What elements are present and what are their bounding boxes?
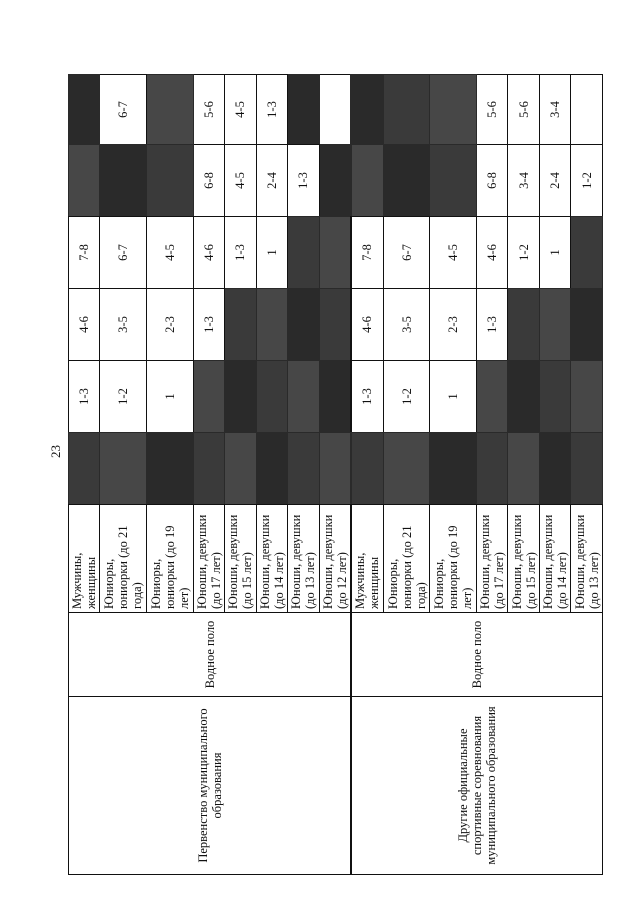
age-group-cell: Юноши, девушки (до 13 лет) (288, 505, 319, 613)
place-cell: 1 (256, 217, 287, 289)
place-cell (351, 75, 383, 145)
place-cell: 4-6 (477, 217, 508, 289)
table-row (351, 75, 383, 875)
place-cell: 6-7 (100, 217, 147, 289)
place-cell (147, 433, 194, 505)
place-cell: 2-4 (256, 145, 287, 217)
place-cell: 1 (147, 361, 194, 433)
place-cell (193, 361, 224, 433)
place-cell (571, 217, 603, 289)
place-cell (508, 361, 539, 433)
place-cell: 7-8 (351, 217, 383, 289)
place-cell (69, 433, 100, 505)
place-cell: 3-5 (383, 289, 430, 361)
place-cell (288, 289, 319, 361)
place-cell (225, 289, 256, 361)
place-cell: 1-2 (508, 217, 539, 289)
place-cell (100, 145, 147, 217)
age-group-cell: Юноши, девушки (до 14 лет) (539, 505, 570, 613)
place-cell (508, 433, 539, 505)
place-cell: 3-4 (508, 145, 539, 217)
place-cell (508, 289, 539, 361)
place-cell: 6-7 (383, 217, 430, 289)
place-cell (571, 289, 603, 361)
place-cell: 2-3 (430, 289, 477, 361)
event-name-cell: Первенство муниципального образования (69, 697, 352, 875)
place-cell: 3-5 (100, 289, 147, 361)
age-group-cell: Юноши, девушки (до 13 лет) (571, 505, 603, 613)
place-cell: 4-5 (147, 217, 194, 289)
age-group-cell: Юноши, девушки (до 15 лет) (225, 505, 256, 613)
age-group-cell: Юниоры, юниорки (до 21 года) (100, 505, 147, 613)
place-cell: 4-5 (225, 145, 256, 217)
place-cell: 1 (539, 217, 570, 289)
place-cell (539, 433, 570, 505)
place-cell (147, 75, 194, 145)
place-cell (477, 361, 508, 433)
place-cell: 1-3 (193, 289, 224, 361)
place-cell: 1-3 (351, 361, 383, 433)
place-cell (193, 433, 224, 505)
age-group-cell: Юноши, девушки (до 17 лет) (477, 505, 508, 613)
table-row (69, 75, 100, 875)
place-cell (256, 361, 287, 433)
place-cell: 2-3 (147, 289, 194, 361)
place-cell: 6-7 (100, 75, 147, 145)
place-cell: 5-6 (508, 75, 539, 145)
place-cell (571, 75, 603, 145)
age-group-cell: Юниоры, юниорки (до 19 лет) (147, 505, 194, 613)
place-cell: 1-2 (571, 145, 603, 217)
discipline-cell: Водное поло (351, 613, 602, 697)
place-cell (256, 289, 287, 361)
place-cell: 1-2 (383, 361, 430, 433)
place-cell (430, 145, 477, 217)
age-group-cell: Юноши, девушки (до 12 лет) (319, 505, 351, 613)
place-cell (319, 289, 351, 361)
place-cell: 6-8 (477, 145, 508, 217)
place-cell: 6-8 (193, 145, 224, 217)
age-group-cell: Юноши, девушки (до 17 лет) (193, 505, 224, 613)
place-cell (69, 145, 100, 217)
table-body (69, 75, 603, 875)
place-cell: 4-5 (430, 217, 477, 289)
place-cell (383, 433, 430, 505)
place-cell (69, 75, 100, 145)
discipline-cell: Водное поло (69, 613, 352, 697)
place-cell: 5-6 (477, 75, 508, 145)
place-cell (319, 145, 351, 217)
place-cell (351, 433, 383, 505)
place-cell (288, 217, 319, 289)
place-cell (288, 75, 319, 145)
place-cell (319, 361, 351, 433)
place-cell: 4-6 (193, 217, 224, 289)
age-group-cell: Юниоры, юниорки (до 21 года) (383, 505, 430, 613)
age-group-cell: Юниоры, юниорки (до 19 лет) (430, 505, 477, 613)
place-cell: 1-3 (477, 289, 508, 361)
place-cell (351, 145, 383, 217)
place-cell: 1-3 (256, 75, 287, 145)
place-cell: 5-6 (193, 75, 224, 145)
place-cell: 2-4 (539, 145, 570, 217)
event-name-cell: Другие официальные спортивные соревнования муниципального образования (351, 697, 602, 875)
place-cell: 1-3 (288, 145, 319, 217)
place-cell (225, 433, 256, 505)
age-group-cell: Юноши, девушки (до 14 лет) (256, 505, 287, 613)
page-number: 23 (48, 445, 63, 458)
place-cell (319, 75, 351, 145)
place-cell (319, 217, 351, 289)
place-cell (383, 75, 430, 145)
place-cell: 4-5 (225, 75, 256, 145)
place-cell: 4-6 (351, 289, 383, 361)
place-cell: 1-3 (69, 361, 100, 433)
place-cell (100, 433, 147, 505)
place-cell (225, 361, 256, 433)
place-cell (477, 433, 508, 505)
place-cell (147, 145, 194, 217)
place-cell (256, 433, 287, 505)
place-cell (319, 433, 351, 505)
place-cell: 1-2 (100, 361, 147, 433)
place-cell (571, 433, 603, 505)
place-cell (539, 361, 570, 433)
place-cell (571, 361, 603, 433)
place-cell: 1-3 (225, 217, 256, 289)
place-cell (539, 289, 570, 361)
age-group-cell: Мужчины, женщины (351, 505, 383, 613)
place-cell (288, 361, 319, 433)
ranking-table (68, 74, 603, 875)
place-cell: 3-4 (539, 75, 570, 145)
place-cell: 1 (430, 361, 477, 433)
place-cell (430, 75, 477, 145)
rotated-table-container (68, 75, 603, 875)
age-group-cell: Юноши, девушки (до 15 лет) (508, 505, 539, 613)
age-group-cell: Мужчины, женщины (69, 505, 100, 613)
place-cell (288, 433, 319, 505)
place-cell (383, 145, 430, 217)
place-cell: 4-6 (69, 289, 100, 361)
place-cell: 7-8 (69, 217, 100, 289)
place-cell (430, 433, 477, 505)
